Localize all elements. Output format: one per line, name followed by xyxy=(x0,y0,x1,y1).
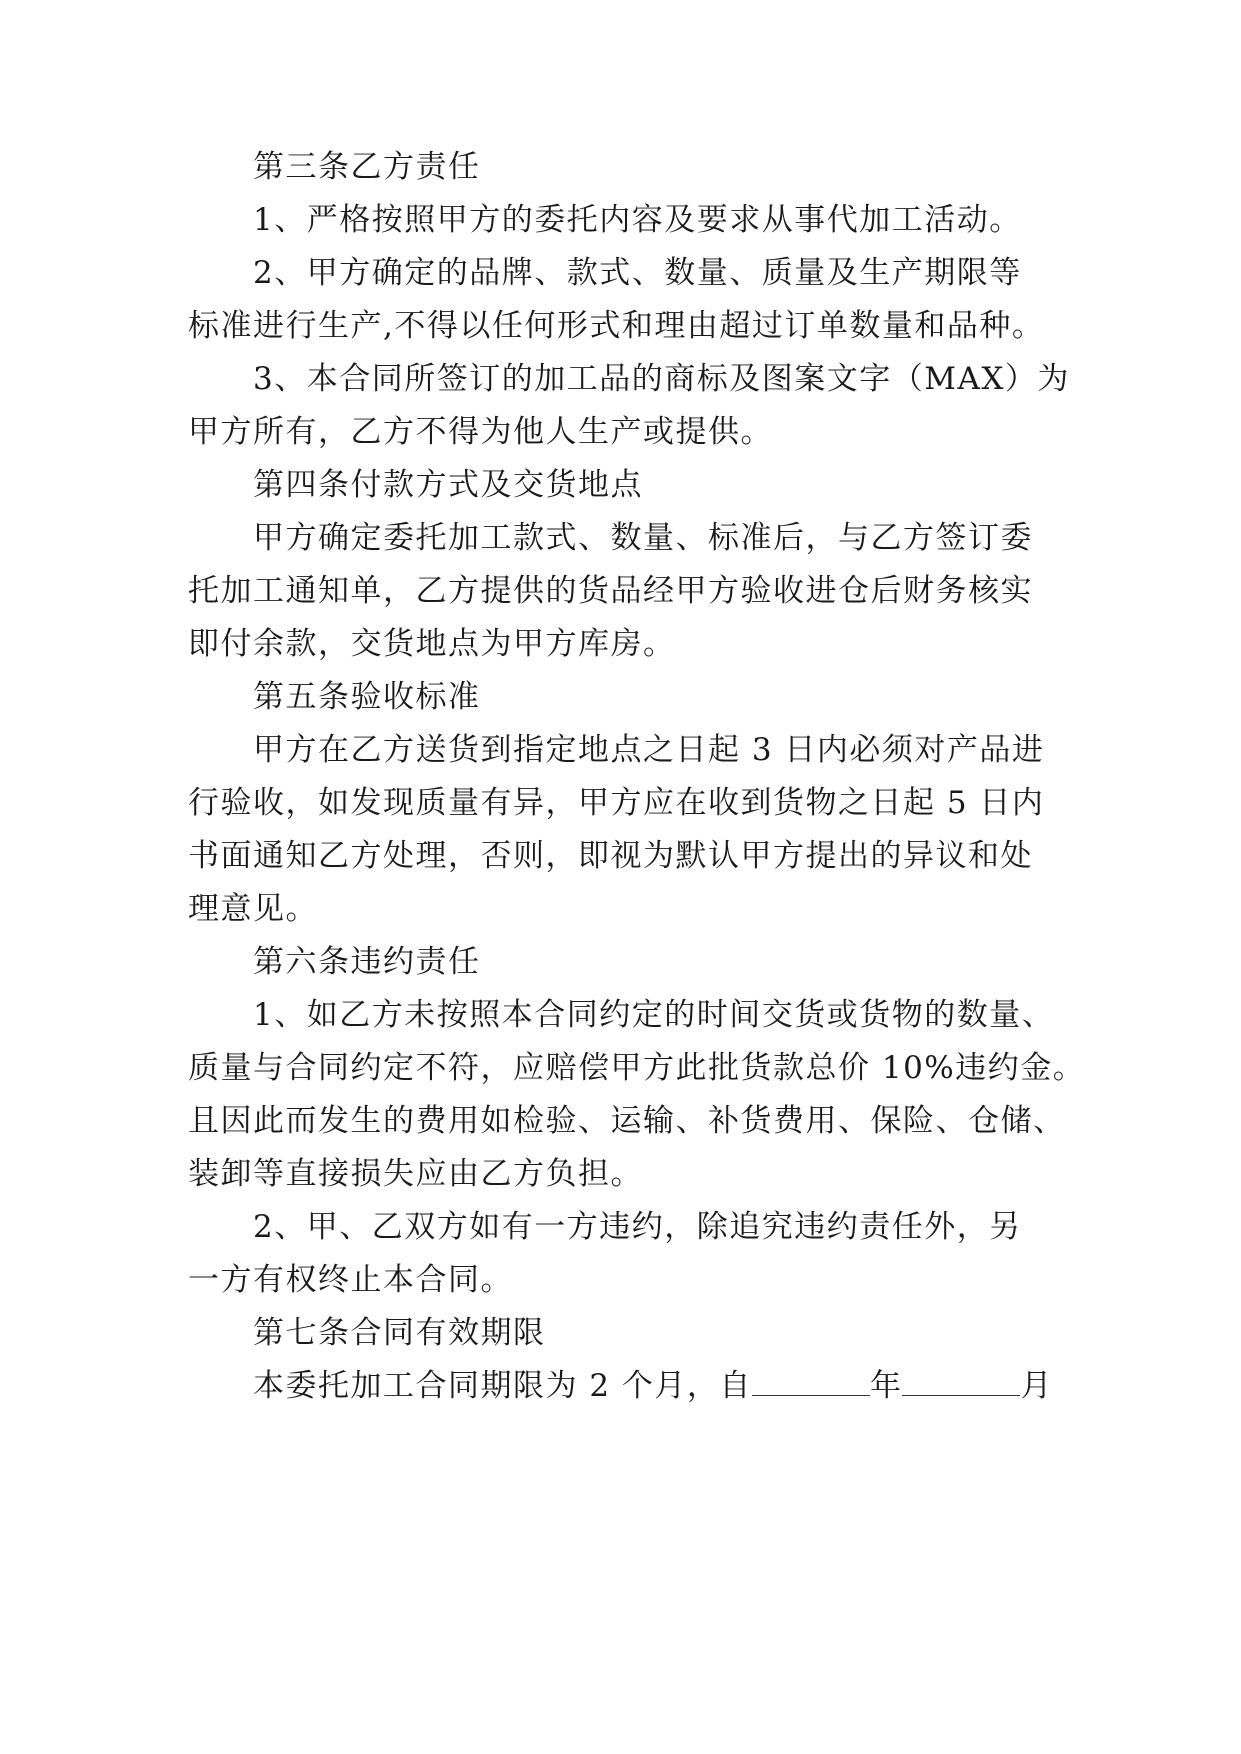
paragraph-line: 标准进行生产,不得以任何形式和理由超过订单数量和品种。 xyxy=(188,308,1045,344)
paragraph-line: 3、本合同所签订的加工品的商标及图案文字（MAX）为 xyxy=(253,361,1070,397)
paragraph-line: 即付余款，交货地点为甲方库房。 xyxy=(188,626,676,662)
paragraph-line: 书面通知乙方处理，否则，即视为默认甲方提出的异议和处 xyxy=(188,838,1033,874)
paragraph-line: 甲方确定委托加工款式、数量、标准后，与乙方签订委 xyxy=(253,520,1033,556)
heading-article-4: 第四条付款方式及交货地点 xyxy=(253,467,643,503)
paragraph-line: 1、严格按照甲方的委托内容及要求从事代加工活动。 xyxy=(253,202,1022,238)
paragraph-line-term xyxy=(253,1366,1053,1406)
paragraph-line: 甲方在乙方送货到指定地点之日起 3 日内必须对产品进 xyxy=(253,732,1045,768)
heading-article-5: 第五条验收标准 xyxy=(253,679,481,715)
paragraph-line: 理意见。 xyxy=(188,891,318,927)
paragraph-line: 1、如乙方未按照本合同约定的时间交货或货物的数量、 xyxy=(253,997,1055,1033)
paragraph-line: 2、甲、乙双方如有一方违约，除追究违约责任外，另 xyxy=(253,1209,1022,1245)
paragraph-line: 甲方所有，乙方不得为他人生产或提供。 xyxy=(188,414,773,450)
heading-article-7: 第七条合同有效期限 xyxy=(253,1315,546,1351)
heading-article-3: 第三条乙方责任 xyxy=(253,149,481,185)
paragraph-line: 托加工通知单，乙方提供的货品经甲方验收进仓后财务核实 xyxy=(188,573,1033,609)
paragraph-line: 质量与合同约定不符，应赔偿甲方此批货款总价 10%违约金。 xyxy=(188,1050,1086,1086)
paragraph-line: 装卸等直接损失应由乙方负担。 xyxy=(188,1156,643,1192)
year-blank xyxy=(752,1369,870,1396)
paragraph-line: 2、甲方确定的品牌、款式、数量、质量及生产期限等 xyxy=(253,255,1022,291)
paragraph-line: 行验收，如发现质量有异，甲方应在收到货物之日起 5 日内 xyxy=(188,785,1045,821)
month-blank xyxy=(902,1369,1020,1396)
year-label: 年 xyxy=(869,1368,903,1404)
paragraph-line: 一方有权终止本合同。 xyxy=(188,1262,513,1298)
term-prefix: 本委托加工合同期限为 2 个月，自 xyxy=(253,1368,752,1404)
heading-article-6: 第六条违约责任 xyxy=(253,944,481,980)
paragraph-line: 且因此而发生的费用如检验、运输、补货费用、保险、仓储、 xyxy=(188,1103,1066,1139)
month-label: 月 xyxy=(1020,1368,1053,1404)
